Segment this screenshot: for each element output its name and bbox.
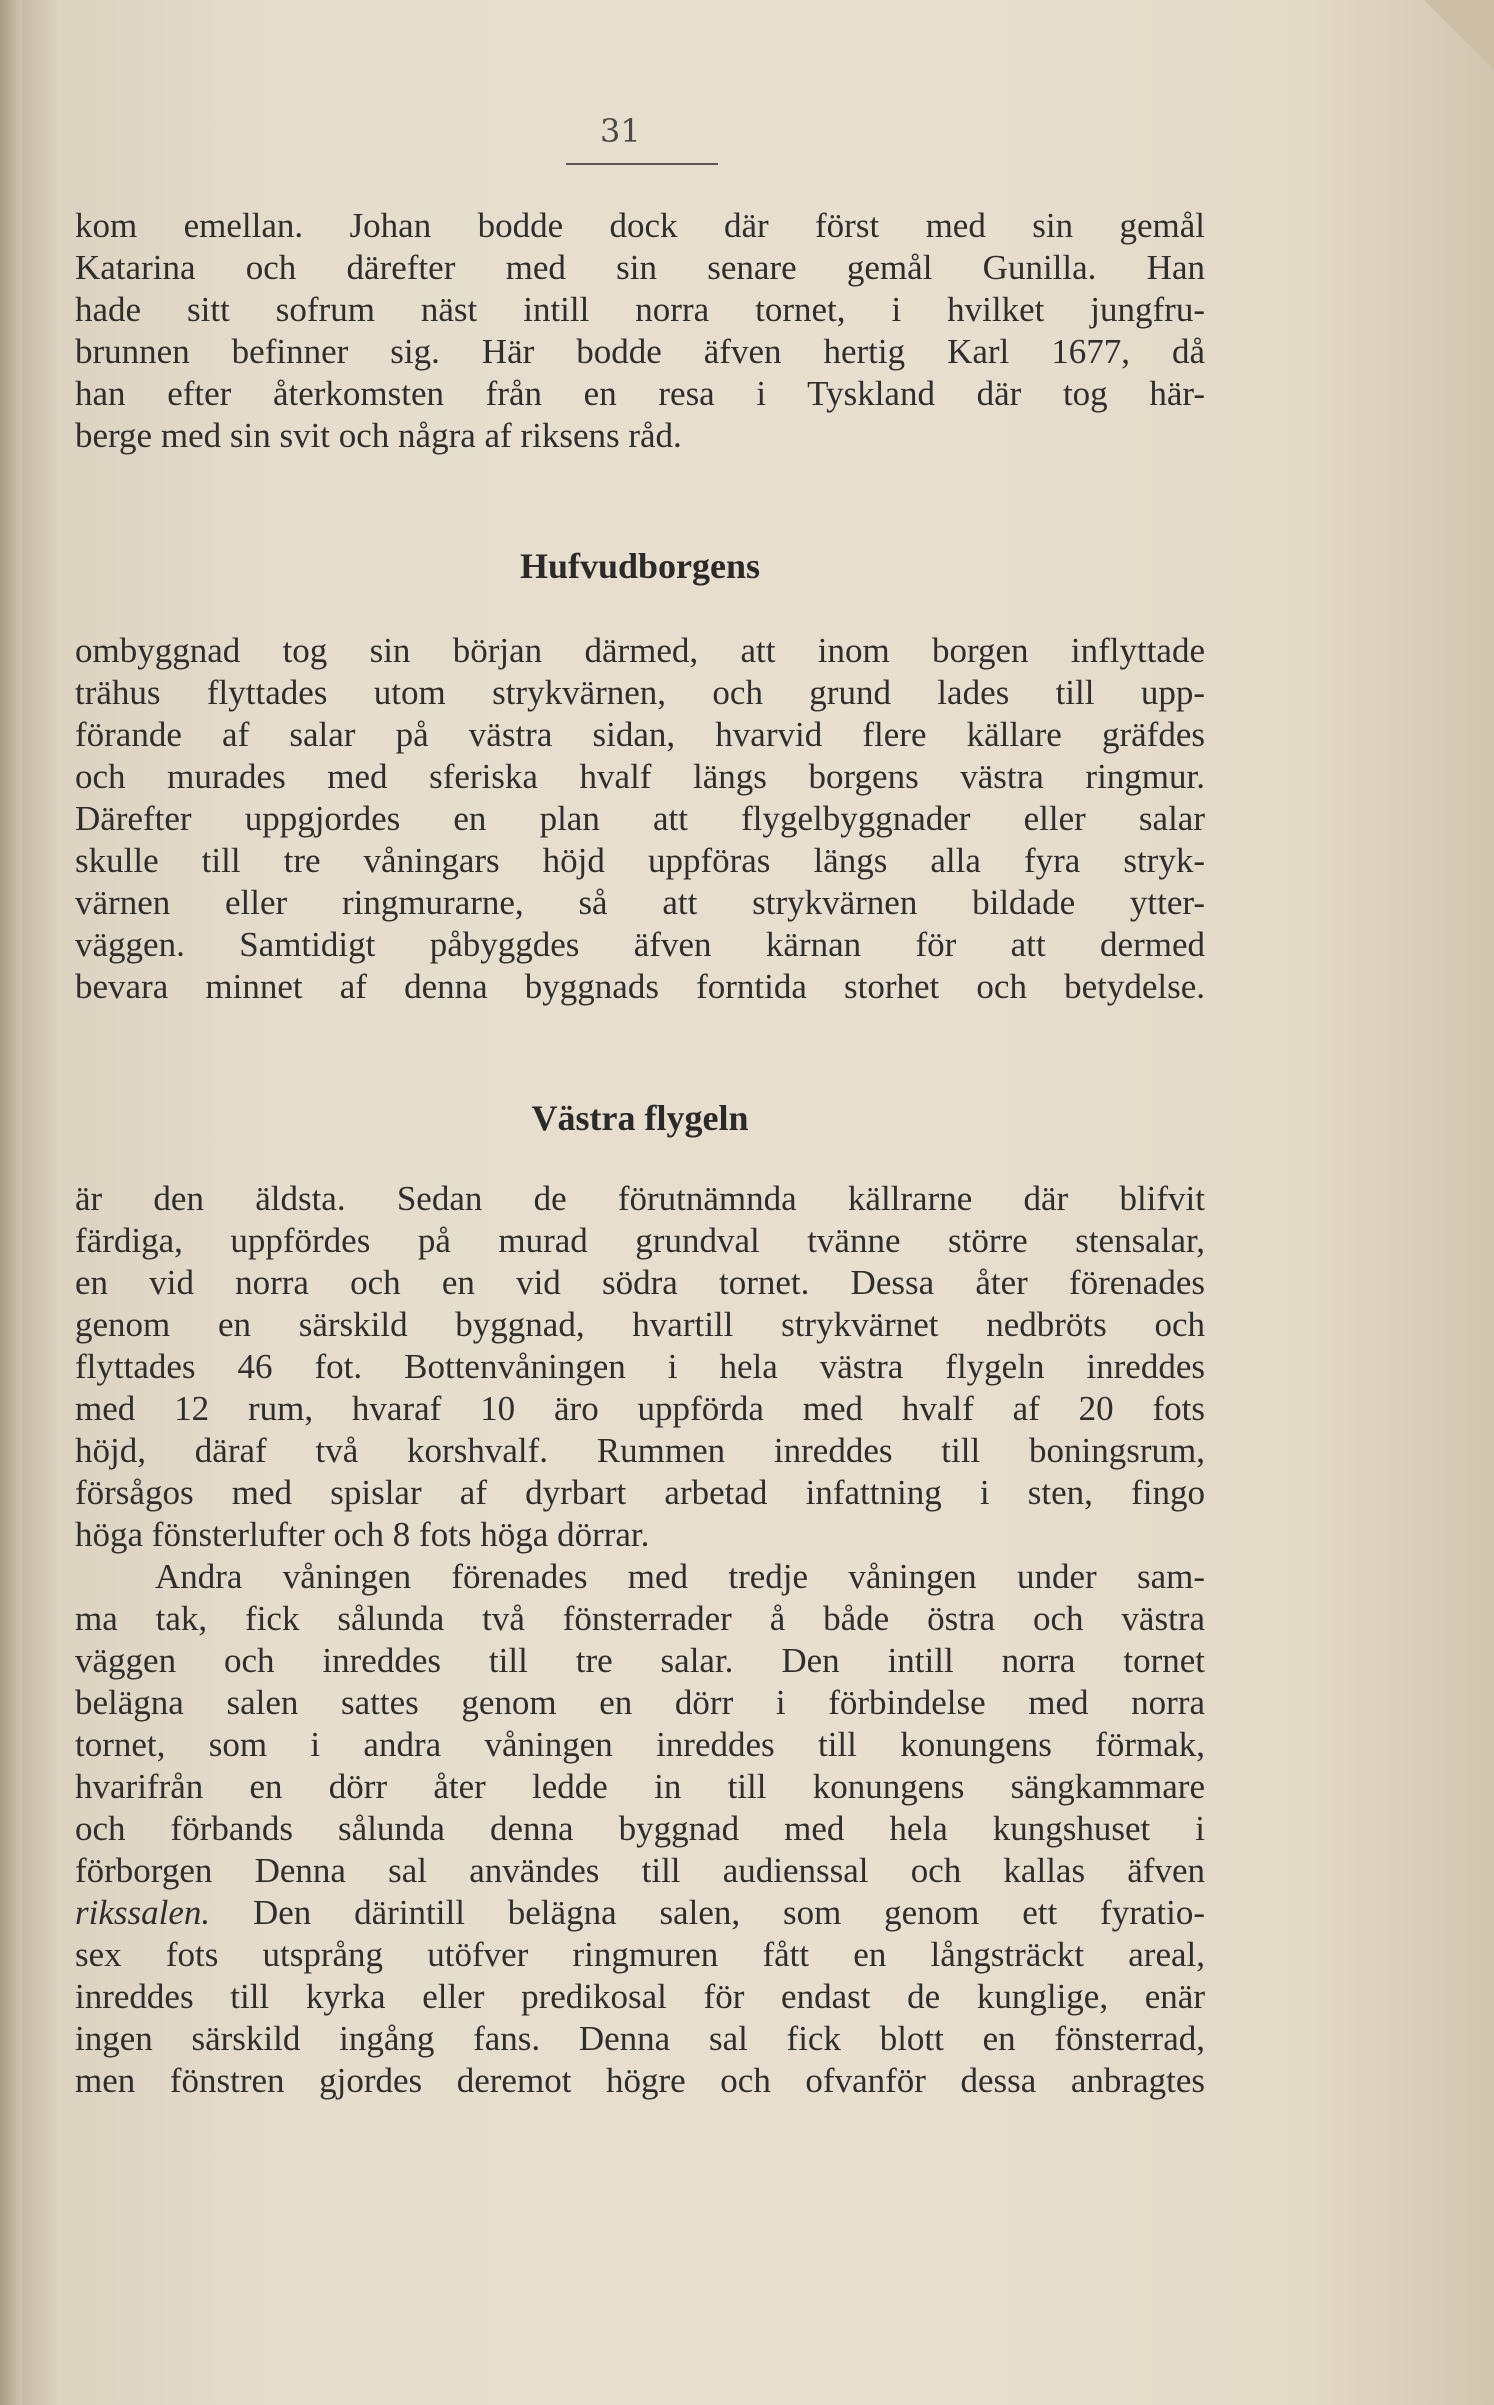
page-spine-shadow xyxy=(0,0,22,2405)
paragraph-intro xyxy=(75,205,1205,457)
text-line: belägna salen sattes genom en dörr i förbindelse med norra xyxy=(75,1683,1205,1722)
text-line: värnen eller ringmurarne, så att strykvärnen bildade ytter- xyxy=(75,883,1205,922)
text-line: trähus flyttades utom strykvärnen, och grund lades till upp- xyxy=(75,673,1205,712)
text-line: genom en särskild byggnad, hvartill strykvärnet nedbröts och xyxy=(75,1305,1205,1344)
text-line: ingen särskild ingång fans. Denna sal fick blott en fönsterrad, xyxy=(75,2019,1205,2058)
text-line xyxy=(75,1892,1205,1934)
text-line: höga fönsterlufter och 8 fots höga dörrar. xyxy=(75,1515,650,1554)
text-line: förborgen Denna sal användes till audienssal och kallas äfven xyxy=(75,1851,1205,1890)
text-line: färdiga, uppfördes på murad grundval tvänne större stensalar, xyxy=(75,1221,1205,1260)
text-line: Katarina och därefter med sin senare gemål Gunilla. Han xyxy=(75,248,1205,287)
page-number-rule xyxy=(566,163,718,165)
text-line: bevara minnet af denna byggnads forntida storhet och betydelse. xyxy=(75,967,1205,1006)
text-line: sex fots utsprång utöfver ringmuren fått en långsträckt areal, xyxy=(75,1935,1205,1974)
text-line: skulle till tre våningars höjd uppföras längs alla fyra stryk- xyxy=(75,841,1205,880)
text-line: väggen. Samtidigt påbyggdes äfven kärnan för att dermed xyxy=(75,925,1205,964)
text-line: han efter återkomsten från en resa i Tyskland där tog här- xyxy=(75,374,1205,413)
text-line: flyttades 46 fot. Bottenvåningen i hela västra flygeln inreddes xyxy=(75,1347,1205,1386)
text-line: försågos med spislar af dyrbart arbetad infattning i sten, fingo xyxy=(75,1473,1205,1512)
text-line: Därefter uppgjordes en plan att flygelbyggnader eller salar xyxy=(75,799,1205,838)
text-line: höjd, däraf två korshvalf. Rummen inreddes till boningsrum, xyxy=(75,1431,1205,1470)
text-line: inreddes till kyrka eller predikosal för endast de kunglige, enär xyxy=(75,1977,1205,2016)
text-line: kom emellan. Johan bodde dock där först med sin gemål xyxy=(75,206,1205,245)
text-line: med 12 rum, hvaraf 10 äro uppförda med hvalf af 20 fots xyxy=(75,1389,1205,1428)
page-corner-fold xyxy=(1424,0,1494,70)
text-fragment: Den därintill belägna salen, som genom ett fyratio- xyxy=(210,1893,1205,1932)
text-line: väggen och inreddes till tre salar. Den intill norra tornet xyxy=(75,1641,1205,1680)
text-line: ombyggnad tog sin början därmed, att inom borgen inflyttade xyxy=(75,631,1205,670)
paragraph-vastra-flygeln xyxy=(75,1178,1205,2102)
text-line: hvarifrån en dörr åter ledde in till konungens sängkammare xyxy=(75,1767,1205,1806)
text-line: och murades med sferiska hvalf längs borgens västra ringmur. xyxy=(75,757,1205,796)
section-heading-vastra-flygeln: Västra flygeln xyxy=(531,1098,749,1138)
text-line: förande af salar på västra sidan, hvarvid flere källare gräfdes xyxy=(75,715,1205,754)
text-line: men fönstren gjordes deremot högre och ofvanför dessa anbragtes xyxy=(75,2061,1205,2100)
page-number: 31 xyxy=(600,112,641,150)
text-line: Andra våningen förenades med tredje våningen under sam- xyxy=(155,1557,1205,1596)
text-line: tornet, som i andra våningen inreddes till konungens förmak, xyxy=(75,1725,1205,1764)
text-line: brunnen befinner sig. Här bodde äfven hertig Karl 1677, då xyxy=(75,332,1205,371)
text-line: och förbands sålunda denna byggnad med hela kungshuset i xyxy=(75,1809,1205,1848)
text-line: berge med sin svit och några af riksens råd. xyxy=(75,416,682,455)
italic-term-rikssalen: rikssalen. xyxy=(75,1893,211,1932)
text-line: ma tak, fick sålunda två fönsterrader å både östra och västra xyxy=(75,1599,1205,1638)
text-line: är den äldsta. Sedan de förutnämnda källrarne där blifvit xyxy=(75,1179,1205,1218)
paragraph-hufvudborgens xyxy=(75,630,1205,1008)
section-heading-hufvudborgens: Hufvudborgens xyxy=(519,546,761,586)
text-line: hade sitt sofrum näst intill norra tornet, i hvilket jungfru- xyxy=(75,290,1205,329)
text-line: en vid norra och en vid södra tornet. Dessa åter förenades xyxy=(75,1263,1205,1302)
